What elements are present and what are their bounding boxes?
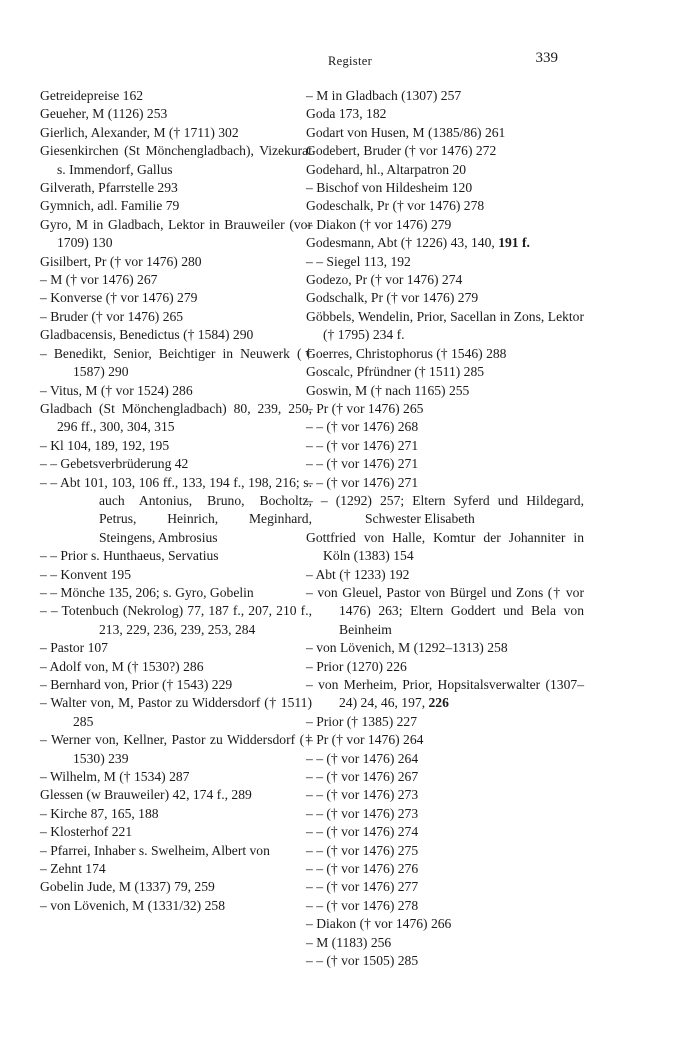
index-entry-text: Gilverath, Pfarrstelle 293 — [40, 180, 178, 196]
index-entry-text: Gisilbert, Pr († vor 1476) 280 — [40, 253, 202, 269]
index-entry-text: – – Prior s. Hunthaeus, Servatius — [40, 548, 219, 564]
index-entry — [40, 216, 312, 253]
index-entry — [306, 418, 584, 436]
index-entry — [306, 142, 584, 160]
index-entry-text: Geueher, M (1126) 253 — [40, 106, 168, 122]
index-entry — [306, 179, 584, 197]
index-entry-text: – Klosterhof 221 — [40, 824, 133, 840]
index-entry-text: Gladbacensis, Benedictus († 1584) 290 — [40, 327, 254, 343]
index-entry-text: – – Totenbuch (Nekrolog) 77, 187 f., 207, 210 f., 213, 229, 236, 239, 253, 284 — [40, 603, 312, 637]
index-entry-text: – Bernhard von, Prior († 1543) 229 — [40, 677, 233, 692]
index-entry — [40, 676, 312, 694]
index-entry — [40, 602, 312, 639]
index-entry-text: – – († vor 1476) 271 — [306, 437, 419, 453]
index-entry — [306, 529, 584, 566]
index-entry-text: – – († vor 1476) 268 — [306, 419, 419, 435]
index-entry — [40, 639, 312, 657]
index-entry-text: – Abt († 1233) 192 — [306, 566, 410, 582]
index-entry — [306, 658, 584, 676]
index-entry-text: Godesmann, Abt († 1226) 43, 140, — [306, 235, 499, 251]
index-entry — [306, 363, 584, 381]
index-entry-text: – – Mönche 135, 206; s. Gyro, Gobelin — [40, 584, 254, 600]
index-entry-text: – von Gleuel, Pastor von Bürgel und Zons († vor 1476) 263; Eltern Goddert und Bela von Beinheim — [306, 584, 584, 637]
index-entry-text: – von Lövenich, M (1292–1313) 258 — [306, 640, 508, 656]
index-entry-text: – – Gebetsverbrüderung 42 — [40, 456, 189, 472]
index-entry-text: – – († vor 1476) 274 — [306, 824, 419, 840]
index-entry — [40, 382, 312, 400]
index-entry — [306, 750, 584, 768]
index-entry — [40, 105, 312, 123]
index-entry-text: Gymnich, adl. Familie 79 — [40, 198, 180, 214]
index-entry — [40, 823, 312, 841]
index-entry-text: – Kirche 87, 165, 188 — [40, 805, 159, 821]
index-entry — [40, 731, 312, 768]
index-entry-bold-ref: 191 f. — [498, 235, 530, 251]
index-entry-text: – – Abt 101, 103, 106 ff., 133, 194 f., 198, 216; s. auch Antonius, Bruno, Bocholtz, Petrus, Heinrich, Meginhard, Steingens, Ambrosius — [40, 474, 312, 545]
index-entry-text: – – († vor 1476) 278 — [306, 897, 419, 913]
index-entry — [306, 492, 584, 529]
index-entry — [306, 878, 584, 896]
index-entry — [306, 105, 584, 123]
index-entry — [306, 860, 584, 878]
index-entry — [40, 326, 312, 344]
index-entry-text: – – († vor 1476) 271 — [306, 456, 419, 472]
index-entry-text: – Vitus, M († vor 1524) 286 — [40, 382, 193, 398]
index-entry — [40, 805, 312, 823]
index-entry-text: – Prior (1270) 226 — [306, 658, 407, 674]
index-entry-text: Godschalk, Pr († vor 1476) 279 — [306, 290, 479, 306]
index-entry — [40, 400, 312, 437]
index-entry — [40, 308, 312, 326]
index-entry-text: Godebert, Bruder († vor 1476) 272 — [306, 143, 497, 159]
page-number: 339 — [535, 50, 558, 66]
index-entry — [306, 308, 584, 345]
index-entry — [40, 584, 312, 602]
index-entry-text: – Diakon († vor 1476) 279 — [306, 216, 452, 232]
index-entry — [40, 87, 312, 105]
index-entry-text: – – († vor 1476) 273 — [306, 787, 419, 803]
index-entry — [40, 289, 312, 307]
index-entry-text: Godehard, hl., Altarpatron 20 — [306, 161, 467, 177]
index-entry — [306, 952, 584, 970]
index-entry — [306, 786, 584, 804]
index-entry-text: – von Merheim, Prior, Hopsitalsverwalter (1307–24) 24, 46, 197, — [306, 677, 584, 711]
index-entry-text: – Kl 104, 189, 192, 195 — [40, 437, 170, 453]
index-entry — [306, 437, 584, 455]
index-entry — [306, 897, 584, 915]
index-entry-text: – – († vor 1476) 271 — [306, 474, 419, 490]
index-entry-text: – – († vor 1476) 276 — [306, 861, 419, 877]
index-entry-text: Gobelin Jude, M (1337) 79, 259 — [40, 879, 215, 895]
index-entry — [40, 878, 312, 896]
index-entry — [306, 400, 584, 418]
index-entry — [306, 731, 584, 749]
index-entry-text: – Walter von, M, Pastor zu Widdersdorf († 1511) 285 — [40, 695, 312, 729]
running-head: Register — [327, 54, 373, 68]
index-entry-text: – Benedikt, Senior, Beichtiger in Neuwerk († 1587) 290 — [40, 345, 312, 380]
index-entry — [306, 124, 584, 142]
index-entry-text: Gottfried von Halle, Komtur der Johanniter in Köln (1383) 154 — [306, 529, 584, 564]
index-entry-text: – Zehnt 174 — [40, 861, 106, 877]
index-entry — [306, 216, 584, 234]
index-entry-text: Göbbels, Wendelin, Prior, Sacellan in Zons, Lektor († 1795) 234 f. — [306, 308, 584, 343]
index-entry-text: Godeschalk, Pr († vor 1476) 278 — [306, 198, 485, 214]
index-entry-text: – – Konvent 195 — [40, 566, 131, 582]
index-entry — [306, 271, 584, 289]
index-entry — [40, 455, 312, 473]
index-entry — [306, 915, 584, 933]
index-entry-text: Goda 173, 182 — [306, 106, 387, 122]
index-entry-text: – – († vor 1476) 275 — [306, 842, 419, 858]
index-entry — [40, 768, 312, 786]
index-entry — [306, 768, 584, 786]
index-entry-text: – M (1183) 256 — [306, 934, 392, 950]
index-entry-text: Godart von Husen, M (1385/86) 261 — [306, 124, 506, 140]
index-entry-text: Gierlich, Alexander, M († 1711) 302 — [40, 124, 239, 140]
index-entry-text: – Bischof von Hildesheim 120 — [306, 180, 473, 196]
index-entry — [40, 437, 312, 455]
index-entry — [306, 253, 584, 271]
index-entry — [40, 786, 312, 804]
index-entry — [306, 289, 584, 307]
index-entry — [306, 455, 584, 473]
index-entry-text: – Adolf von, M († 1530?) 286 — [40, 658, 204, 674]
index-entry-text: – – († vor 1505) 285 — [306, 953, 419, 969]
index-entry — [40, 897, 312, 915]
index-entry — [306, 842, 584, 860]
index-entry-text: – Bruder († vor 1476) 265 — [40, 308, 184, 324]
index-entry-text: – M in Gladbach (1307) 257 — [306, 88, 462, 103]
index-entry — [40, 658, 312, 676]
index-entry — [40, 547, 312, 565]
index-entry — [306, 713, 584, 731]
index-entry — [306, 676, 584, 713]
index-entry-text: – M († vor 1476) 267 — [40, 272, 158, 288]
index-entry — [40, 197, 312, 215]
index-entry-text: – Pastor 107 — [40, 640, 108, 656]
index-entry — [306, 197, 584, 215]
index-entry — [306, 823, 584, 841]
index-entry-text: – – († vor 1476) 277 — [306, 879, 419, 895]
index-entry-text: – – (1292) 257; Eltern Syferd und Hildegard, Schwester Elisabeth — [306, 492, 584, 527]
index-entry — [40, 271, 312, 289]
index-entry — [40, 179, 312, 197]
index-entry-text: Goswin, M († nach 1165) 255 — [306, 382, 470, 398]
index-entry-text: Giesenkirchen (St Mönchengladbach), Vizekurat s. Immendorf, Gallus — [40, 143, 312, 177]
index-entry — [306, 805, 584, 823]
index-entry-text: Getreidepreise 162 — [40, 88, 144, 103]
index-entry-text: Gladbach (St Mönchengladbach) 80, 239, 250, 296 ff., 300, 304, 315 — [40, 400, 312, 435]
index-column-right — [306, 87, 584, 971]
index-entry — [40, 694, 312, 731]
index-entry — [306, 474, 584, 492]
index-entry-text: – – († vor 1476) 267 — [306, 769, 419, 785]
index-entry-text: – – († vor 1476) 273 — [306, 805, 419, 821]
index-entry — [306, 234, 584, 252]
index-entry-text: – Werner von, Kellner, Pastor zu Widdersdorf († 1530) 239 — [40, 732, 312, 766]
index-entry — [40, 842, 312, 860]
index-entry — [306, 87, 584, 105]
index-entry-text: – Prior († 1385) 227 — [306, 713, 418, 729]
index-entry-text: Gyro, M in Gladbach, Lektor in Brauweiler (vor 1709) 130 — [40, 216, 312, 251]
index-entry — [40, 142, 312, 179]
index-entry — [40, 124, 312, 142]
index-entry-text: – Pfarrei, Inhaber s. Swelheim, Albert von — [40, 842, 270, 858]
index-entry — [306, 639, 584, 657]
index-entry — [40, 566, 312, 584]
index-entry-text: – Pr († vor 1476) 264 — [306, 732, 424, 748]
index-entry — [306, 382, 584, 400]
index-entry-text: – Wilhelm, M († 1534) 287 — [40, 769, 190, 785]
index-entry — [40, 474, 312, 548]
index-entry-text: – – Siegel 113, 192 — [306, 253, 411, 269]
index-entry — [306, 934, 584, 952]
index-entry-text: Glessen (w Brauweiler) 42, 174 f., 289 — [40, 787, 252, 803]
index-entry — [40, 860, 312, 878]
index-entry-text: Godezo, Pr († vor 1476) 274 — [306, 272, 463, 288]
index-entry — [40, 253, 312, 271]
index-entry-text: – von Lövenich, M (1331/32) 258 — [40, 897, 226, 913]
index-entry — [40, 345, 312, 382]
index-entry-text: – Diakon († vor 1476) 266 — [306, 916, 452, 932]
index-entry-bold-ref: 226 — [428, 695, 449, 711]
index-entry-text: – Pr († vor 1476) 265 — [306, 400, 424, 416]
index-entry-text: – – († vor 1476) 264 — [306, 750, 419, 766]
index-entry — [306, 584, 584, 639]
index-entry-text: Goscalc, Pfründner († 1511) 285 — [306, 364, 485, 380]
index-entry — [306, 345, 584, 363]
index-entry-text: – Konverse († vor 1476) 279 — [40, 290, 198, 306]
index-column-left — [40, 87, 312, 915]
index-entry — [306, 161, 584, 179]
index-entry — [306, 566, 584, 584]
index-entry-text: Goerres, Christophorus († 1546) 288 — [306, 345, 507, 361]
